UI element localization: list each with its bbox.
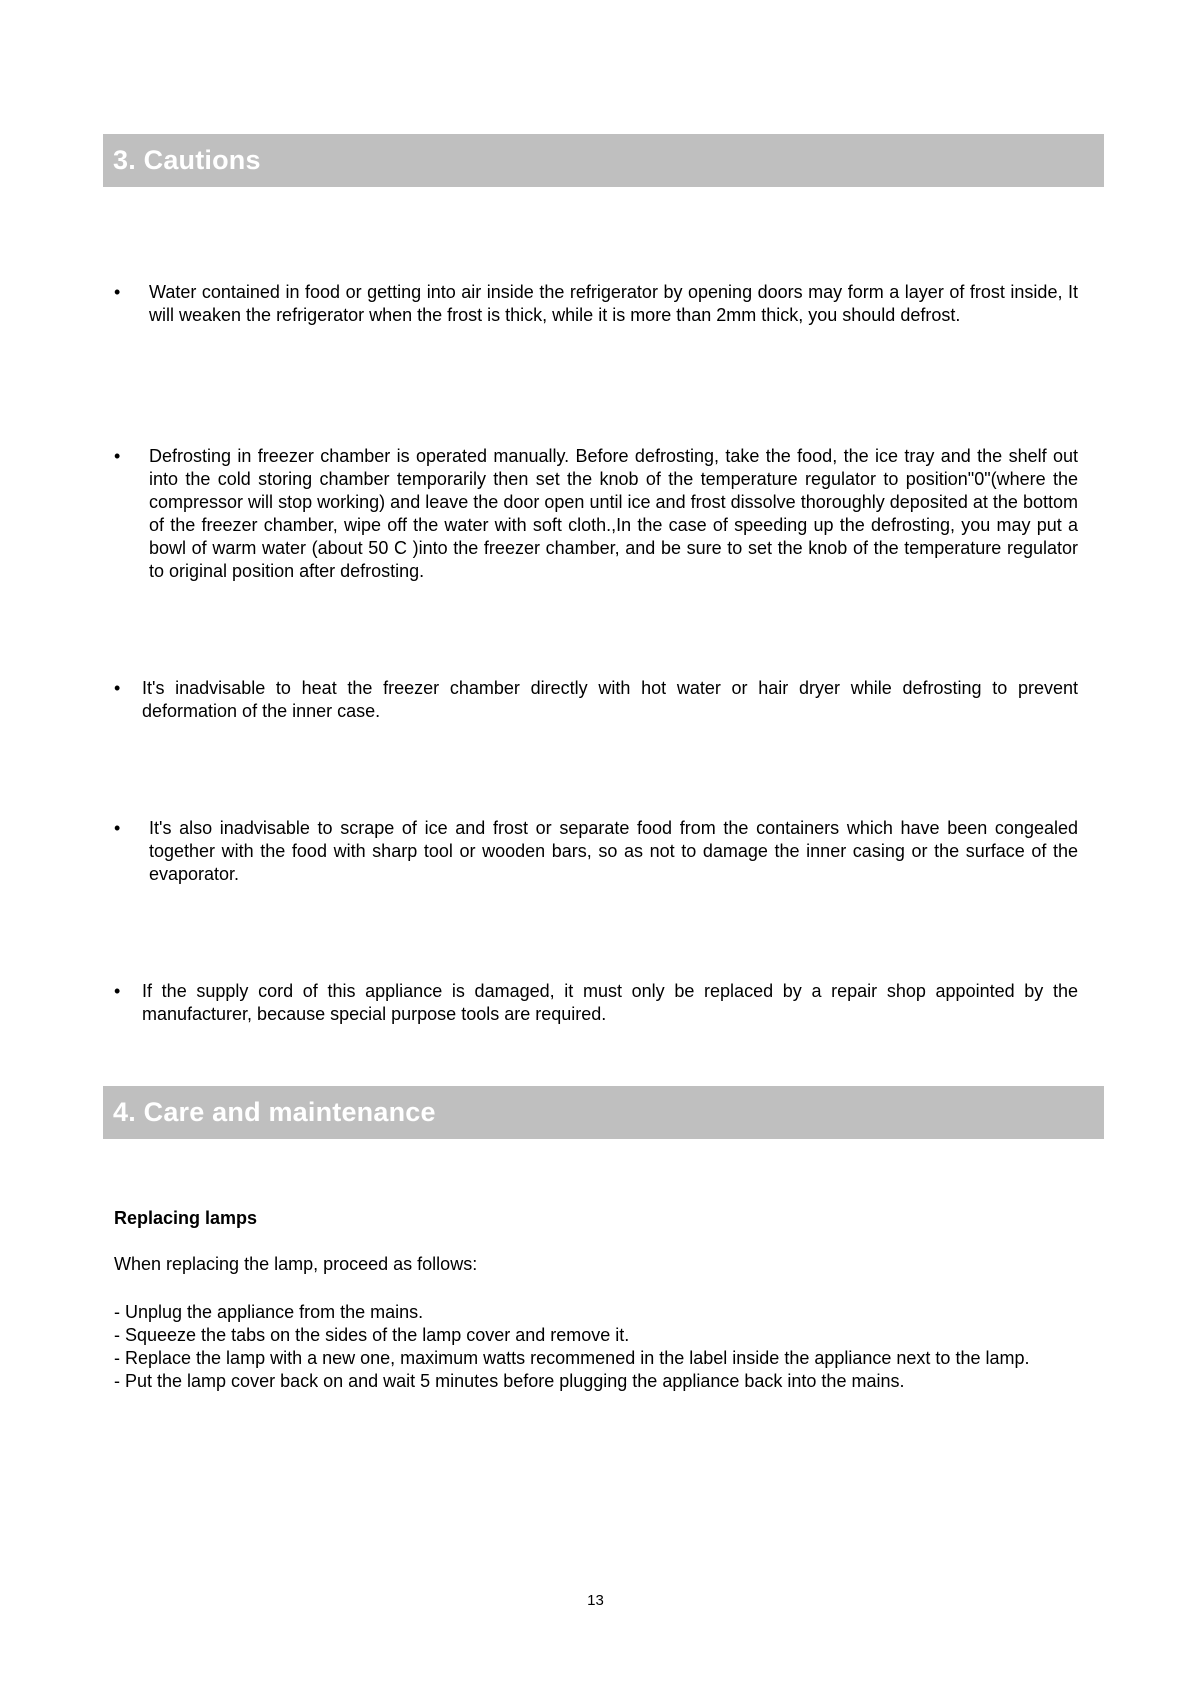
section-title-care: 4. Care and maintenance (113, 1097, 436, 1127)
list-item: - Replace the lamp with a new one, maximum watts recommened in the label inside the appliance next to the lamp. (114, 1348, 1030, 1368)
caution-item (114, 980, 1078, 1026)
caution-item (114, 281, 1078, 327)
bullet-icon: • (114, 818, 121, 838)
caution-text: It's also inadvisable to scrape of ice and frost or separate food from the containers which have been congealed together with the food with sharp tool or wooden bars, so as not to damage the inner casing or the surface of the evaporator. (149, 818, 1078, 884)
section-header-care (103, 1086, 1104, 1139)
section-title-cautions: 3. Cautions (113, 145, 261, 175)
page-number: 13 (587, 1592, 604, 1609)
bullet-icon: • (114, 981, 121, 1001)
list-item: - Put the lamp cover back on and wait 5 minutes before plugging the appliance back into the mains. (114, 1371, 905, 1391)
subheading-replacing-lamps: Replacing lamps (114, 1208, 258, 1228)
list-item: - Squeeze the tabs on the sides of the lamp cover and remove it. (114, 1325, 630, 1345)
care-intro: When replacing the lamp, proceed as follows: (114, 1254, 478, 1274)
bullet-icon: • (114, 446, 121, 466)
bullet-icon: • (114, 282, 121, 302)
caution-text: If the supply cord of this appliance is damaged, it must only be replaced by a repair shop appointed by the manufacturer, because special purpose tools are required. (142, 981, 1078, 1024)
list-item: - Unplug the appliance from the mains. (114, 1302, 424, 1322)
caution-item (114, 677, 1078, 723)
caution-text: It's inadvisable to heat the freezer chamber directly with hot water or hair dryer while defrosting to prevent deformation of the inner case. (142, 678, 1078, 721)
caution-text: Defrosting in freezer chamber is operated manually. Before defrosting, take the food, the ice tray and the shelf out into the cold storing chamber temporarily then set the knob of the temperature regulator to position"0"(where the compressor will stop working) and leave the door open until ice and frost dissolve thoroughly deposited at the bottom of the freezer chamber, wipe off the water with soft cloth.,In the case of speeding up the defrosting, you may put a bowl of warm water (about 50 C )into the freezer chamber, and be sure to set the knob of the temperature regulator to original position after defrosting. (149, 446, 1078, 581)
caution-item (114, 445, 1078, 583)
caution-text: Water contained in food or getting into air inside the refrigerator by opening doors may form a layer of frost inside, It will weaken the refrigerator when the frost is thick, while it is more than 2mm thick, you should defrost. (149, 282, 1078, 325)
section-header-cautions (103, 134, 1104, 187)
bullet-icon: • (114, 678, 121, 698)
caution-item (114, 817, 1078, 886)
lamp-steps-list (114, 1301, 1078, 1393)
